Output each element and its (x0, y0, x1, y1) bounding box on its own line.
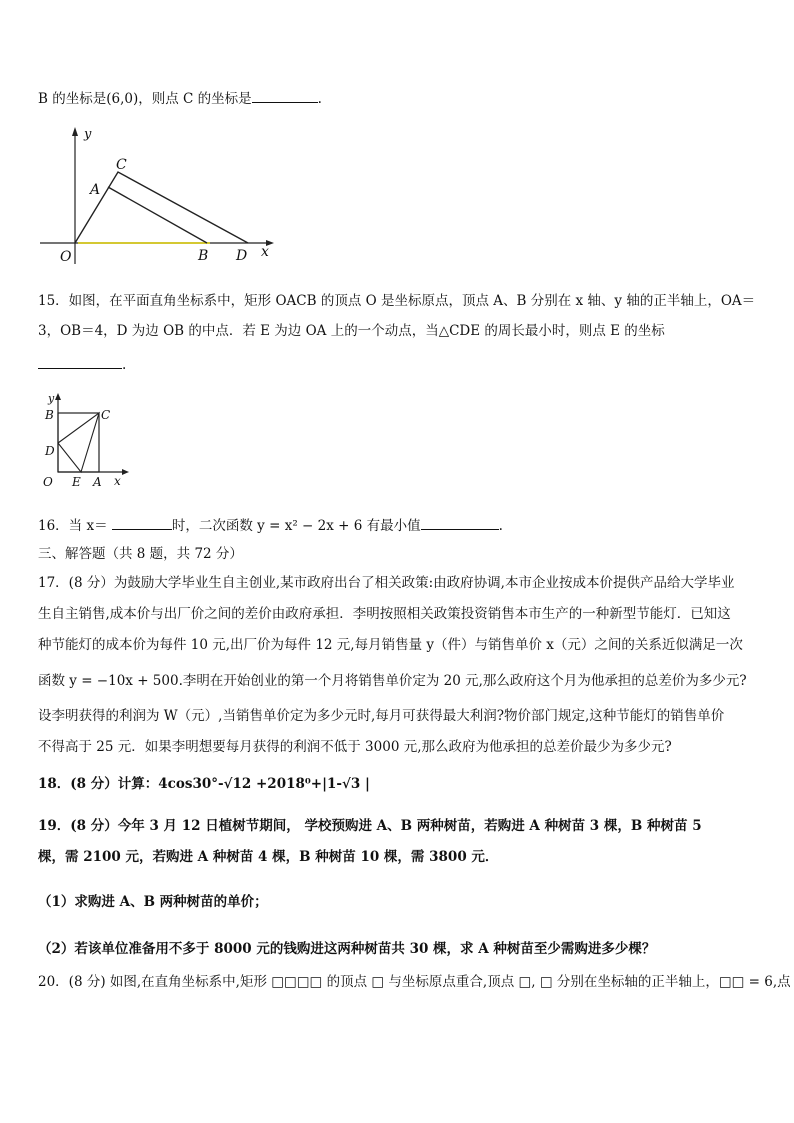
q20-line: 20．(8 分) 如图,在直角坐标系中,矩形 □□□□ 的顶点 □ 与坐标原点重合,顶点 □, □ 分别在坐标轴的正半轴上，□□ = 6,点 (38, 974, 791, 990)
q15-line3: . (38, 354, 126, 374)
q15-line1: 15．如图，在平面直角坐标系中，矩形 OACB 的顶点 O 是坐标原点，顶点 A、B 分别在 x 轴、y 轴的正半轴上，OA＝ (38, 293, 756, 309)
svg-text:O: O (43, 475, 53, 489)
q19-sub2: （2）若该单位准备用不多于 8000 元的钱购进这两种树苗共 30 棵，求 A 种树苗至少需购进多少棵？ (38, 941, 656, 957)
svg-text:C: C (101, 408, 111, 422)
svg-text:A: A (93, 475, 102, 489)
svg-text:D: D (236, 248, 248, 264)
q17-line2: 生自主销售,成本价与出厂价之间的差价由政府承担．李明按照相关政策投资销售本市生产的一种新型节能灯．已知这 (38, 606, 731, 622)
section-heading: 三、解答题（共 8 题，共 72 分） (38, 546, 243, 562)
svg-text:y: y (84, 127, 92, 142)
q19-line1: 19．(8 分）今年 3 月 12 日植树节期间， 学校预购进 A、B 两种树苗，若购进 A 种树苗 3 棵，B 种树苗 5 (38, 818, 702, 834)
q15-triangle-cde (58, 413, 99, 472)
q14-answer-blank (252, 88, 318, 103)
svg-text:B: B (198, 248, 209, 264)
q17-line4: 函数 y = −10x + 500.李明在开始创业的第一个月将销售单价定为 20 元,那么政府这个月为他承担的总差价为多少元? (38, 673, 747, 689)
q17-line1: 17．(8 分）为鼓励大学毕业生自主创业,某市政府出台了相关政策:由政府协调,本市企业按成本价提供产品给大学毕业 (38, 575, 735, 591)
q17-line3: 种节能灯的成本价为每件 10 元,出厂价为每件 12 元,每月销售量 y（件）与销售单价 x（元）之间的关系近似满足一次 (38, 637, 743, 653)
q16-blank-x (112, 515, 172, 530)
svg-text:D: D (45, 444, 55, 458)
q14-figure (38, 124, 278, 266)
svg-text:y: y (48, 392, 55, 405)
svg-text:E: E (72, 475, 81, 489)
q19-line2: 棵，需 2100 元，若购进 A 种树苗 4 棵，B 种树苗 10 棵，需 3800 元． (38, 849, 499, 865)
q15-rectangle (58, 413, 99, 472)
q16-blank-min (421, 515, 499, 530)
q16-line: 16．当 x＝ 时，二次函数 y = x² − 2x + 6 有最小值 . (38, 515, 503, 535)
q15-figure (38, 392, 138, 490)
svg-text:x: x (114, 474, 121, 488)
q15-answer-blank (38, 354, 122, 369)
q17-line6: 不得高于 25 元．如果李明想要每月获得的利润不低于 3000 元,那么政府为他承担的总差价最少为多少元? (38, 739, 672, 755)
svg-text:A: A (90, 182, 101, 198)
svg-text:B: B (45, 408, 54, 422)
svg-text:C: C (116, 157, 127, 173)
q18-line: 18．(8 分）计算：4cos30°-√12 +2018⁰+|1-√3 | (38, 776, 370, 792)
q19-sub1: （1）求购进 A、B 两种树苗的单价； (38, 894, 268, 910)
q14-triangle (75, 172, 248, 243)
svg-text:x: x (261, 244, 269, 260)
q17-line5: 设李明获得的利润为 W（元）,当销售单价定为多少元时,每月可获得最大利润?物价部门规定,这种节能灯的销售单价 (38, 708, 725, 724)
svg-text:O: O (60, 249, 72, 265)
q15-line2: 3，OB＝4，D 为边 OB 的中点．若 E 为边 OA 上的一个动点，当△CDE 的周长最小时，则点 E 的坐标 (38, 323, 665, 339)
q14-text: B 的坐标是(6,0)，则点 C 的坐标是 . (38, 88, 322, 108)
